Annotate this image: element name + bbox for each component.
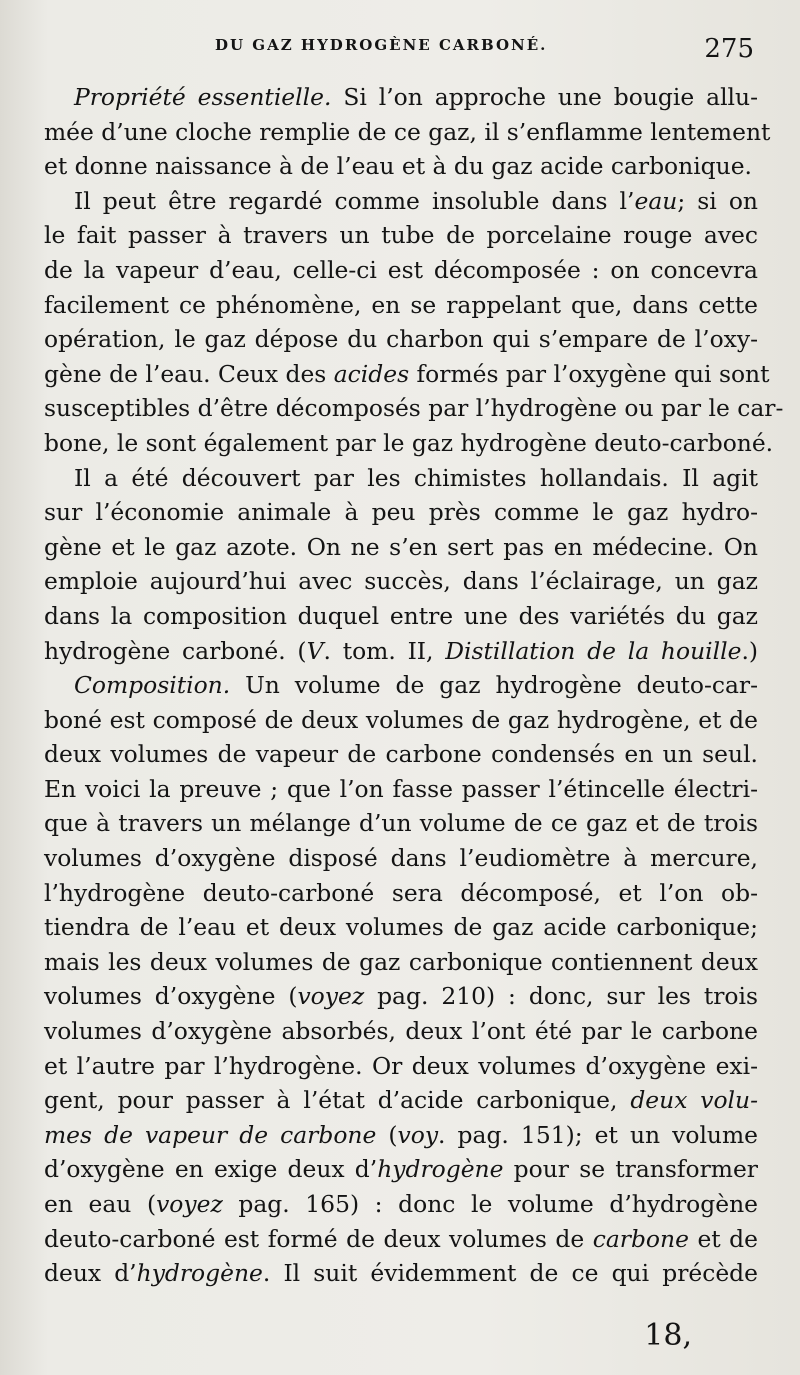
text-line: et l’autre par l’hydrogène. Or deux volumes d’oxygène exi-: [44, 1051, 758, 1080]
running-head: DU GAZ HYDROGÈNE CARBONÉ.: [215, 36, 548, 54]
section-heading-propriete: Propriété essentielle.: [74, 83, 332, 111]
text-line: Il a été découvert par les chimistes hollandais. Il agit: [74, 463, 758, 492]
text-line: volumes d’oxygène disposé dans l’eudiomètre à mercure,: [44, 844, 758, 873]
body-text: [44, 80, 784, 1291]
text-line: que à travers un mélange d’un volume de ce gaz et de trois: [44, 809, 758, 838]
text-line: gène de l’eau. Ceux des acides formés par l’oxygène qui sont: [44, 359, 770, 388]
text-line: tiendra de l’eau et deux volumes de gaz acide carbonique;: [44, 913, 758, 942]
text-line: le fait passer à travers un tube de porcelaine rouge avec: [44, 221, 758, 250]
text-line: de la vapeur d’eau, celle-ci est décomposée : on concevra: [44, 255, 758, 284]
text-line: mée d’une cloche remplie de ce gaz, il s’enflamme lentement: [44, 117, 771, 146]
text-line: boné est composé de deux volumes de gaz hydrogène, et de: [44, 705, 758, 734]
text-line: et donne naissance à de l’eau et à du gaz acide carbonique.: [44, 152, 752, 181]
text-line: d’oxygène en exige deux d’hydrogène pour se transformer: [44, 1155, 758, 1184]
text-line: mais les deux volumes de gaz carbonique contiennent deux: [44, 947, 758, 976]
text-line: emploie aujourd’hui avec succès, dans l’éclairage, un gaz: [44, 567, 758, 596]
text-line: dans la composition duquel entre une des variétés du gaz: [44, 601, 758, 630]
text-line: en eau (voyez pag. 165) : donc le volume d’hydrogène: [44, 1190, 758, 1218]
text-line: deuto-carboné est formé de deux volumes de carbone et de: [44, 1224, 758, 1253]
text-line: Il peut être regardé comme insoluble dans l’eau; si on: [74, 186, 759, 215]
signature-mark: 18,: [644, 1318, 692, 1353]
text-line: volumes d’oxygène absorbés, deux l’ont été par le carbone: [44, 1017, 758, 1046]
text-line: l’hydrogène deuto-carboné sera décomposé, et l’on ob-: [44, 878, 758, 907]
text-line: deux volumes de vapeur de carbone condensés en un seul.: [44, 740, 758, 769]
text-line: mes de vapeur de carbone (voy. pag. 151); et un volume: [44, 1120, 759, 1149]
text-line: volumes d’oxygène (voyez pag. 210) : donc, sur les trois: [44, 982, 759, 1011]
page-number: 275: [704, 34, 754, 64]
text-line: Propriété essentielle. Si l’on approche une bougie allu-: [74, 83, 758, 111]
text-line: bone, le sont également par le gaz hydrogène deuto-carboné.: [44, 428, 774, 457]
text-line: gent, pour passer à l’état d’acide carbonique, deux volu-: [44, 1086, 758, 1115]
text-line: sur l’économie animale à peu près comme le gaz hydro-: [44, 498, 758, 527]
text-line: susceptibles d’être décomposés par l’hydrogène ou par le car-: [44, 394, 784, 423]
text-line: Composition. Un volume de gaz hydrogène deuto-car-: [74, 671, 758, 700]
text-line: deux d’hydrogène. Il suit évidemment de ce qui précède: [44, 1259, 758, 1288]
text-line: gène et le gaz azote. On ne s’en sert pas en médecine. On: [44, 532, 758, 561]
text-line: hydrogène carboné. (V. tom. II, Distillation de la houille.): [44, 636, 758, 665]
text-line: opération, le gaz dépose du charbon qui s’empare de l’oxy-: [44, 325, 758, 354]
section-heading-composition: Composition.: [74, 671, 231, 700]
text-line: facilement ce phénomène, en se rappelant que, dans cette: [44, 290, 758, 319]
text-line: En voici la preuve ; que l’on fasse passer l’étincelle électri-: [44, 774, 758, 803]
